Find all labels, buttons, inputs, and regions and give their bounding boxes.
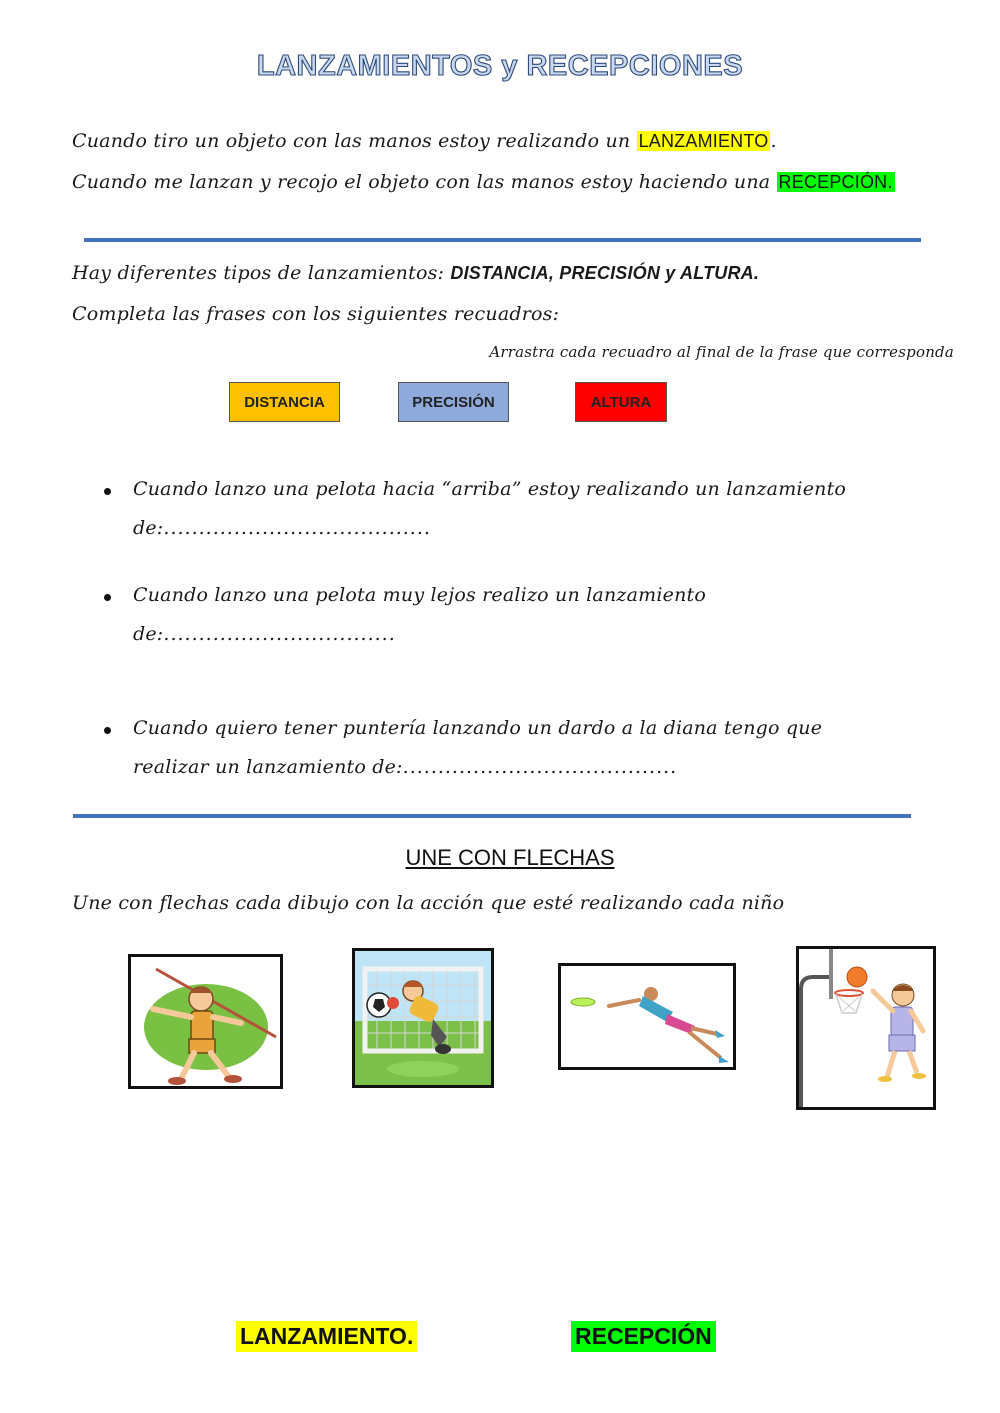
chip-altura[interactable]: ALTURA — [575, 382, 667, 422]
sentence-1-line-1: Cuando lanzo una pelota hacia “arriba” estoy realizando un lanzamiento — [133, 478, 847, 500]
goalkeeper-picture[interactable] — [352, 948, 494, 1088]
page-title: LANZAMIENTOS y RECEPCIONES — [256, 50, 744, 82]
answer-recepcion[interactable]: RECEPCIÓN — [571, 1321, 716, 1352]
sentence-1-prefix: de: — [133, 517, 164, 539]
sentence-3-blank[interactable]: ....................................... — [402, 756, 678, 778]
sentence-1-line-2 — [133, 517, 431, 539]
types-instruction: Completa las frases con los siguientes recuadros: — [72, 303, 560, 325]
frisbee-catch-icon — [561, 966, 733, 1067]
bullet-icon — [104, 727, 111, 734]
intro-line-1-text: Cuando tiro un objeto con las manos estoy realizando un — [72, 130, 637, 152]
intro-line-2-text: Cuando me lanzan y recojo el objeto con las manos estoy haciendo una — [72, 171, 777, 193]
types-line — [72, 262, 759, 284]
sentence-2-prefix: de: — [133, 623, 164, 645]
goalkeeper-icon — [355, 951, 491, 1085]
sentence-1-blank[interactable]: ...................................... — [163, 517, 431, 539]
lanzamiento-highlight: LANZAMIENTO — [638, 131, 769, 151]
types-line-text: Hay diferentes tipos de lanzamientos: — [72, 262, 451, 284]
recepcion-highlight: RECEPCIÓN. — [778, 172, 893, 192]
frisbee-catch-picture[interactable] — [558, 963, 736, 1070]
match-instruction: Une con flechas cada dibujo con la acción que esté realizando cada niño — [72, 892, 785, 914]
intro-line-1 — [72, 130, 777, 152]
intro-line-2 — [72, 171, 895, 193]
sentence-2-line-2 — [133, 623, 396, 645]
intro-line-1-end: . — [770, 130, 777, 152]
basketball-shot-picture[interactable] — [796, 946, 936, 1110]
types-list: DISTANCIA, PRECISIÓN y ALTURA. — [450, 263, 760, 283]
bullet-icon — [104, 594, 111, 601]
divider-top — [84, 238, 921, 242]
javelin-thrower-picture[interactable] — [128, 954, 283, 1089]
javelin-thrower-icon — [131, 957, 280, 1086]
sentence-3-prefix: realizar un lanzamiento de: — [133, 756, 403, 778]
sentence-2-line-1: Cuando lanzo una pelota muy lejos realizo un lanzamiento — [133, 584, 706, 606]
basketball-shot-icon — [799, 949, 933, 1107]
chip-precision[interactable]: PRECISIÓN — [398, 382, 509, 422]
sentence-3-line-2 — [133, 756, 677, 778]
drag-hint: Arrastra cada recuadro al final de la frase que corresponda — [489, 343, 954, 361]
match-heading: UNE CON FLECHAS — [405, 845, 615, 870]
answer-lanzamiento[interactable]: LANZAMIENTO. — [236, 1321, 417, 1352]
sentence-3-line-1: Cuando quiero tener puntería lanzando un dardo a la diana tengo que — [133, 717, 823, 739]
divider-bottom — [73, 814, 911, 818]
chip-distancia[interactable]: DISTANCIA — [229, 382, 340, 422]
bullet-icon — [104, 488, 111, 495]
sentence-2-blank[interactable]: ................................. — [163, 623, 396, 645]
